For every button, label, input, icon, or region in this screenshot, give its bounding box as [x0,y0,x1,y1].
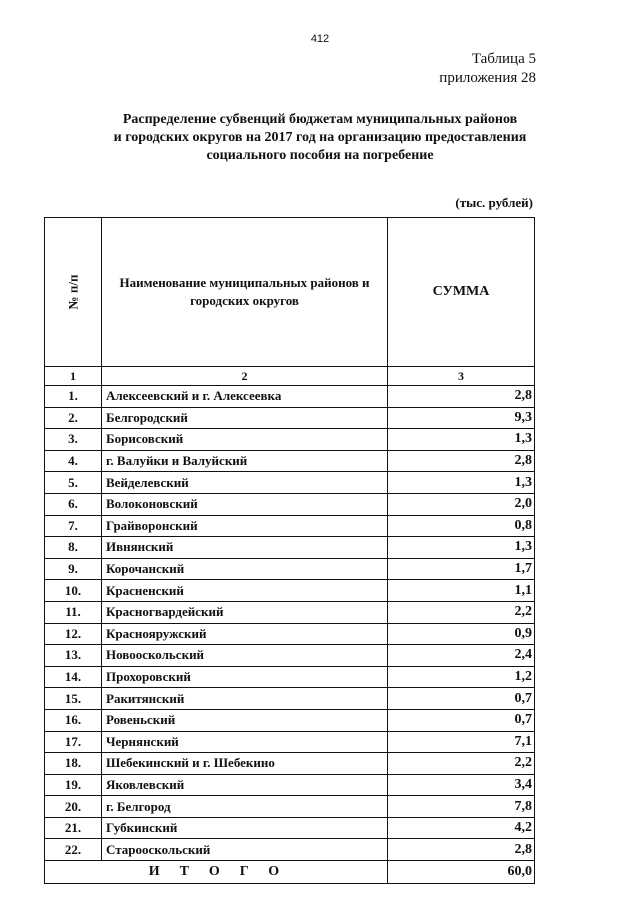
document-title [40,111,600,165]
row-number: 21. [45,817,102,839]
row-name: Корочанский [102,558,388,580]
table-row [45,623,535,645]
row-number: 2. [45,407,102,429]
header-sum: СУММА [388,218,535,367]
table-row [45,839,535,861]
row-number: 12. [45,623,102,645]
total-value: 60,0 [388,861,535,884]
table-row [45,645,535,667]
header-name: Наименование муниципальных районов и городских округов [102,218,388,367]
table-row [45,817,535,839]
row-name: Старооскольский [102,839,388,861]
row-number: 15. [45,688,102,710]
row-number: 16. [45,709,102,731]
table-row [45,774,535,796]
row-number: 17. [45,731,102,753]
row-value: 0,7 [388,709,535,731]
row-number: 1. [45,386,102,408]
table-row [45,688,535,710]
row-value: 1,7 [388,558,535,580]
row-value: 0,7 [388,688,535,710]
column-index-3: 3 [388,367,535,386]
total-label: ИТОГО [45,861,388,884]
row-value: 0,9 [388,623,535,645]
row-value: 1,3 [388,472,535,494]
table-row [45,709,535,731]
row-value: 2,8 [388,450,535,472]
table-row [45,796,535,818]
table-row [45,537,535,559]
row-name: Шебекинский и г. Шебекино [102,753,388,775]
table-row [45,407,535,429]
row-value: 2,0 [388,493,535,515]
row-value: 1,2 [388,666,535,688]
row-name: Красненский [102,580,388,602]
row-name: Краснояружский [102,623,388,645]
row-name: г. Белгород [102,796,388,818]
row-value: 2,2 [388,753,535,775]
column-index-row [45,367,535,386]
row-value: 0,8 [388,515,535,537]
row-number: 11. [45,601,102,623]
row-number: 9. [45,558,102,580]
title-line-1: Распределение субвенций бюджетам муниципальных районов [122,112,518,127]
row-name: Грайворонский [102,515,388,537]
column-index-2: 2 [102,367,388,386]
table-ref-line1: Таблица 5 [471,51,536,67]
row-value: 2,8 [388,839,535,861]
row-value: 1,3 [388,537,535,559]
table-row [45,731,535,753]
page-number: 412 [310,33,330,45]
table-row [45,666,535,688]
row-number: 8. [45,537,102,559]
subsidy-table [44,217,535,884]
row-value: 3,4 [388,774,535,796]
row-value: 2,4 [388,645,535,667]
row-number: 7. [45,515,102,537]
row-value: 9,3 [388,407,535,429]
row-name: Вейделевский [102,472,388,494]
table-row [45,515,535,537]
row-name: Чернянский [102,731,388,753]
row-value: 7,8 [388,796,535,818]
column-index-1: 1 [45,367,102,386]
row-number: 13. [45,645,102,667]
row-name: Алексеевский и г. Алексеевка [102,386,388,408]
title-line-2: и городских округов на 2017 год на организацию предоставления [113,130,527,145]
header-row [45,218,535,367]
table-row [45,580,535,602]
row-number: 19. [45,774,102,796]
row-number: 10. [45,580,102,602]
row-number: 6. [45,493,102,515]
row-name: Красногвардейский [102,601,388,623]
row-name: Белгородский [102,407,388,429]
header-number-cell [45,218,102,367]
row-name: Яковлевский [102,774,388,796]
row-number: 20. [45,796,102,818]
table-row [45,753,535,775]
row-name: Волоконовский [102,493,388,515]
row-value: 4,2 [388,817,535,839]
table-row [45,493,535,515]
row-number: 22. [45,839,102,861]
title-line-3: социального пособия на погребение [206,148,434,163]
row-name: Прохоровский [102,666,388,688]
row-name: Новооскольский [102,645,388,667]
table-row [45,558,535,580]
row-value: 2,8 [388,386,535,408]
row-name: Ракитянский [102,688,388,710]
total-row [45,861,535,884]
row-name: г. Валуйки и Валуйский [102,450,388,472]
table-ref-line2: приложения 28 [439,70,536,86]
row-name: Губкинский [102,817,388,839]
table-row [45,429,535,451]
row-number: 4. [45,450,102,472]
row-number: 18. [45,753,102,775]
table-row [45,386,535,408]
units-label: (тыс. рублей) [455,195,533,210]
row-name: Ровеньский [102,709,388,731]
row-name: Ивнянский [102,537,388,559]
row-number: 3. [45,429,102,451]
table-row [45,450,535,472]
table-row [45,472,535,494]
row-value: 7,1 [388,731,535,753]
row-value: 1,1 [388,580,535,602]
row-number: 5. [45,472,102,494]
row-name: Борисовский [102,429,388,451]
row-value: 1,3 [388,429,535,451]
table-row [45,601,535,623]
header-number: № п/п [65,274,80,310]
row-number: 14. [45,666,102,688]
row-value: 2,2 [388,601,535,623]
